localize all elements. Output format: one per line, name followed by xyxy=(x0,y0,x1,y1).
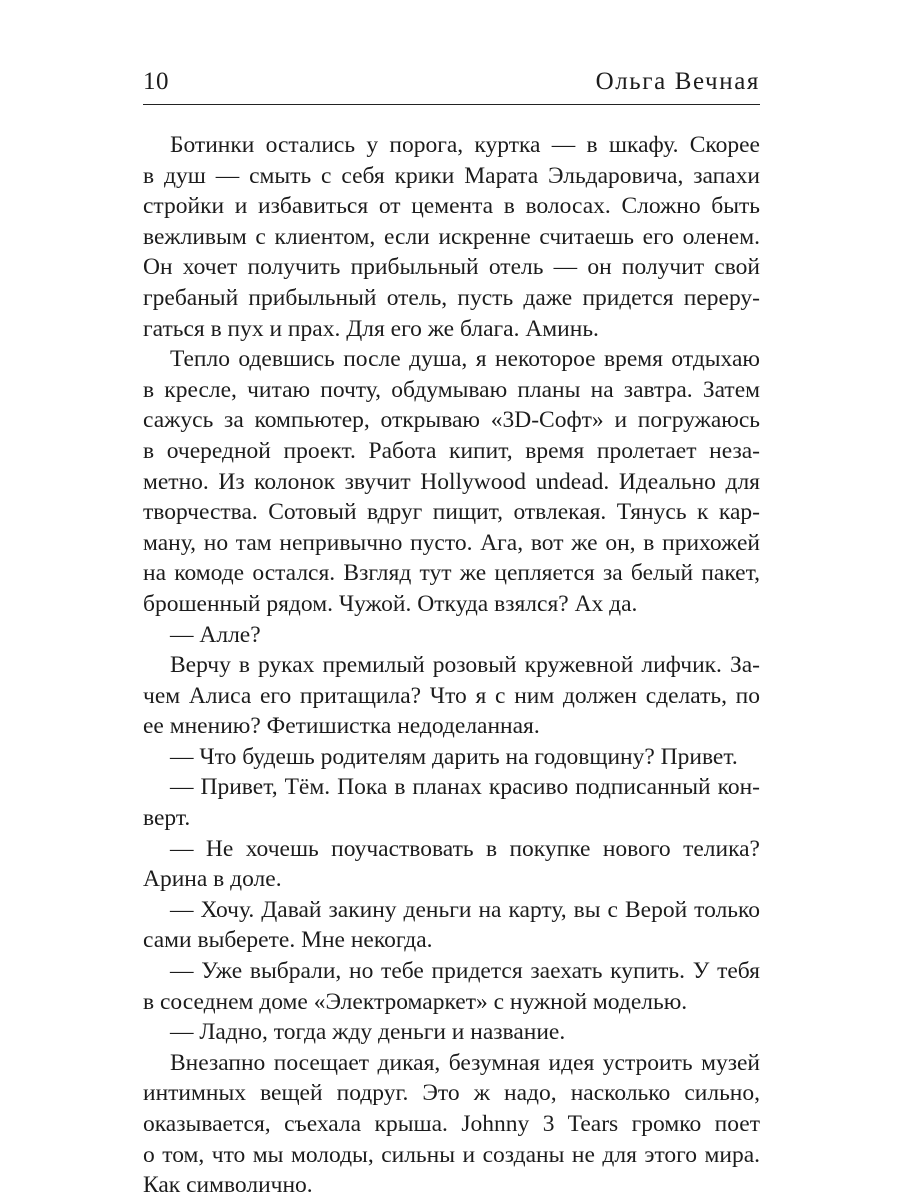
text-line: в кресле, читаю почту, обдумываю планы на завтра. Затем xyxy=(143,376,760,403)
text-line: — Не хочешь поучаствовать в покупке нового телика? xyxy=(170,835,760,862)
text-line: Ботинки остались у порога, куртка — в шкафу. Скорее xyxy=(170,132,760,158)
author-name: Ольга Вечная xyxy=(595,68,760,95)
text-line: в соседнем доме «Электромаркет» с нужной моделью. xyxy=(143,988,688,1015)
text-line: — Уже выбрали, но тебе придется заехать купить. У тебя xyxy=(170,958,760,985)
text-line: на комоде остался. Взгляд тут же цепляется за белый пакет, xyxy=(143,560,760,587)
text-line: о том, что мы молоды, сильны и созданы не для этого мира. xyxy=(143,1141,760,1168)
text-line: верт. xyxy=(143,805,191,832)
text-line: ее мнению? Фетишистка недоделанная. xyxy=(143,713,540,740)
text-line: Он хочет получить прибыльный отель — он получит свой xyxy=(143,254,760,281)
text-line: гаться в пух и прах. Для его же блага. Аминь. xyxy=(143,315,599,342)
text-line: сажусь за компьютер, открываю «3D-Софт» и погружаюсь xyxy=(143,407,760,434)
text-line: гребаный прибыльный отель, пусть даже придется переру- xyxy=(143,284,760,311)
text-line: — Хочу. Давай закину деньги на карту, вы с Верой только xyxy=(170,896,760,923)
text-line: вежливым с клиентом, если искренне считаешь его оленем. xyxy=(143,223,760,250)
body-text xyxy=(143,130,760,1201)
text-line: брошенный рядом. Чужой. Откуда взялся? Ах да. xyxy=(143,590,638,617)
text-line: чем Алиса его притащила? Что я с ним должен сделать, по xyxy=(143,682,760,709)
text-line: ману, но там непривычно пусто. Ага, вот же он, в прихожей xyxy=(143,529,760,556)
running-head xyxy=(143,68,760,102)
header-rule xyxy=(143,104,760,105)
text-line: в очередной проект. Работа кипит, время пролетает неза- xyxy=(143,437,760,464)
text-line: — Ладно, тогда жду деньги и название. xyxy=(170,1019,566,1046)
text-line: интимных вещей подруг. Это ж надо, насколько сильно, xyxy=(143,1080,760,1107)
text-line: — Привет, Тём. Пока в планах красиво подписанный кон- xyxy=(170,774,760,801)
text-line: — Что будешь родителям дарить на годовщину? Привет. xyxy=(170,743,738,770)
text-line: оказывается, съехала крыша. Johnny 3 Tears громко поет xyxy=(143,1111,760,1137)
text-line: — Алле? xyxy=(170,621,261,648)
text-line: Внезапно посещает дикая, безумная идея устроить музей xyxy=(170,1049,760,1076)
text-line: стройки и избавиться от цемента в волосах. Сложно быть xyxy=(143,193,760,220)
text-line: Тепло одевшись после душа, я некоторое время отдыхаю xyxy=(170,346,760,373)
text-line: в душ — смыть с себя крики Марата Эльдаровича, запахи xyxy=(143,162,760,189)
text-line: Верчу в руках премилый розовый кружевной лифчик. За- xyxy=(170,652,760,679)
page-number: 10 xyxy=(143,68,169,95)
text-line: сами выберете. Мне некогда. xyxy=(143,927,433,954)
text-line: Как символично. xyxy=(143,1172,313,1199)
text-line: творчества. Сотовый вдруг пищит, отвлекая. Тянусь к кар- xyxy=(143,499,760,526)
text-line: Арина в доле. xyxy=(143,866,282,893)
text-line: метно. Из колонок звучит Hollywood undead. Идеально для xyxy=(143,468,760,495)
